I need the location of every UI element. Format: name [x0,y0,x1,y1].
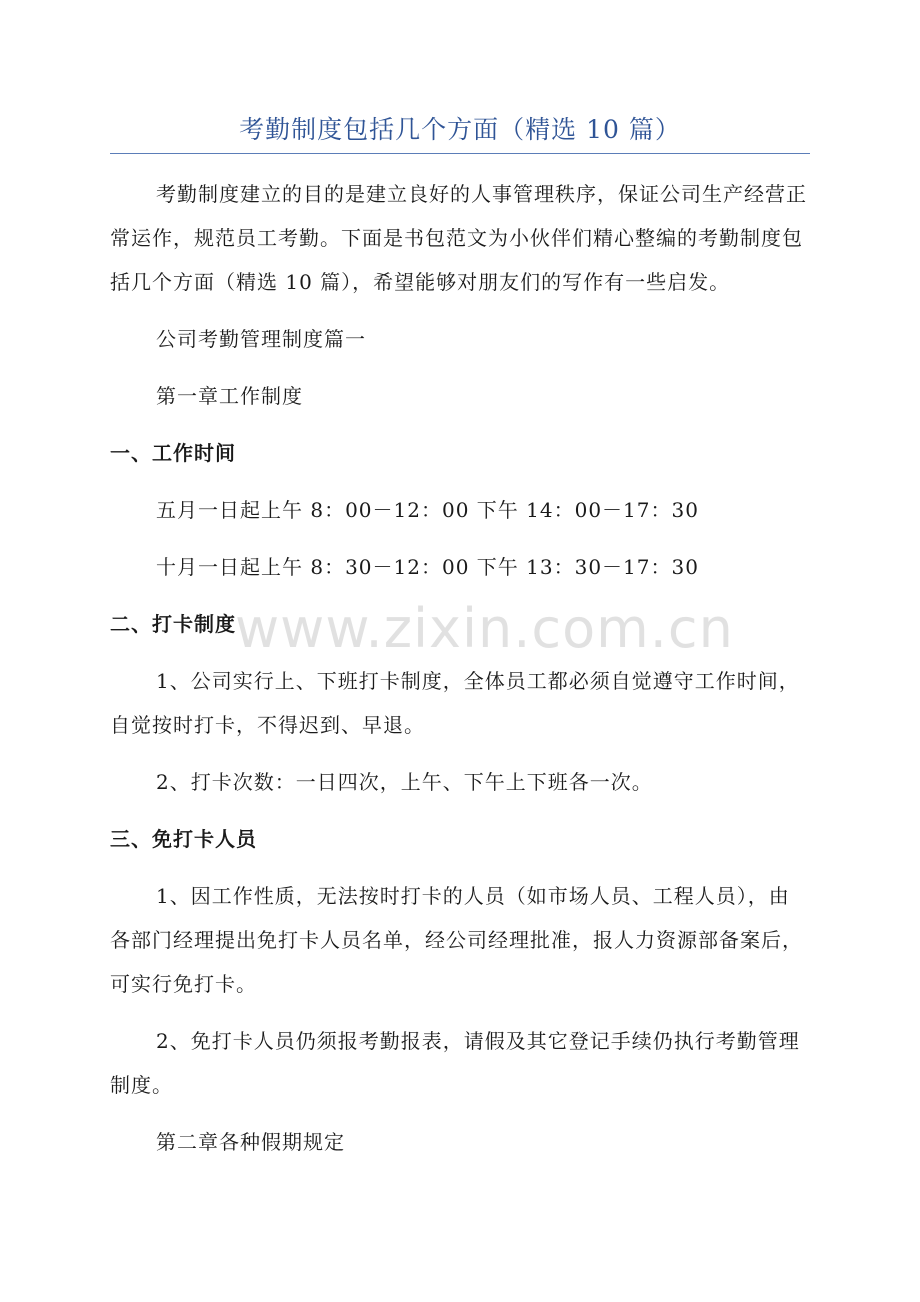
document-body [110,172,810,1164]
section-title: 公司考勤管理制度篇一 [156,327,366,351]
chapter-heading-1: 第一章工作制度 [156,384,303,408]
title-underline [110,153,810,154]
watermark: www.zixin.com.cn [235,597,734,660]
schedule-october: 十月一日起上午 8：30－12：00 下午 13：30－17：30 [156,555,699,579]
heading-clock-in: 二、打卡制度 [110,612,236,636]
intro-paragraph: 考勤制度建立的目的是建立良好的人事管理秩序，保证公司生产经营正常运作，规范员工考勤。下面是书包范文为小伙伴们精心整编的考勤制度包括几个方面（精选 10 篇），希望能够对朋友们的写作有一些启发。 [110,182,807,294]
heading-exempt: 三、免打卡人员 [110,827,257,851]
exempt-rule-1: 1、因工作性质，无法按时打卡的人员（如市场人员、工程人员），由各部门经理提出免打卡人员名单，经公司经理批准，报人力资源部备案后，可实行免打卡。 [110,884,803,996]
exempt-rule-2: 2、免打卡人员仍须报考勤报表，请假及其它登记手续仍执行考勤管理制度。 [110,1029,800,1097]
chapter-heading-2: 第二章各种假期规定 [156,1130,345,1154]
heading-work-hours: 一、工作时间 [110,441,236,465]
document-title: 考勤制度包括几个方面（精选 10 篇） [239,115,681,144]
clock-in-rule-2: 2、打卡次数：一日四次，上午、下午上下班各一次。 [156,770,653,794]
clock-in-rule-1: 1、公司实行上、下班打卡制度，全体员工都必须自觉遵守工作时间，自觉按时打卡，不得迟到、早退。 [110,669,800,737]
schedule-may: 五月一日起上午 8：00－12：00 下午 14：00－17：30 [156,498,699,522]
